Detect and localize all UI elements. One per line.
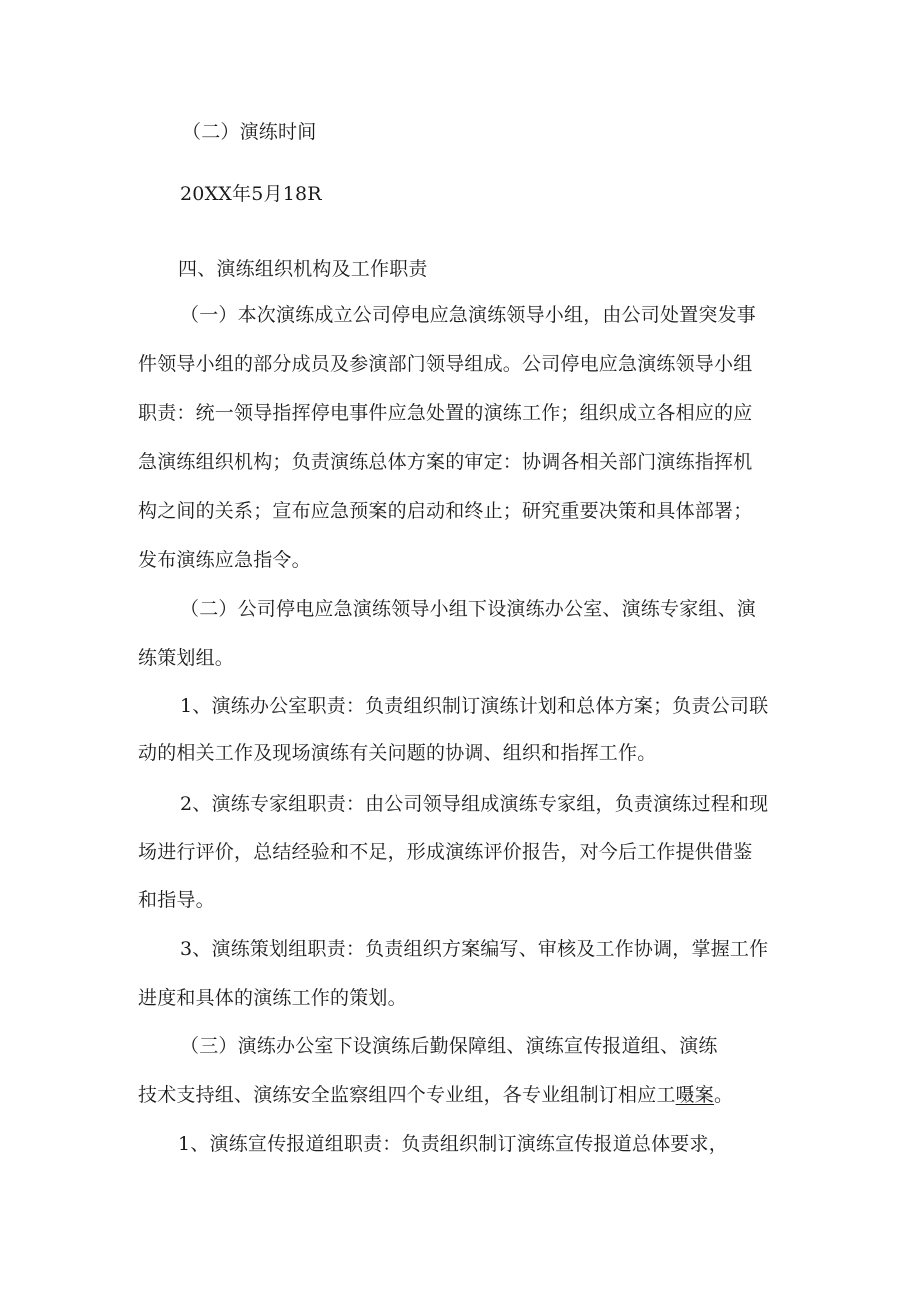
paragraph-line: 构之间的关系；宣布应急预案的启动和终止；研究重要决策和具体部署； bbox=[138, 500, 753, 522]
paragraph-line: 发布演练应急指令。 bbox=[138, 549, 311, 571]
paragraph-line: （一）本次演练成立公司停电应急演练领导小组，由公司处置突发事 bbox=[180, 304, 757, 326]
line-text: 技术支持组、演练安全监察组四个专业组，各专业组制订相应工 bbox=[138, 1084, 676, 1106]
paragraph-line: 和指导。 bbox=[138, 889, 215, 911]
paragraph-line: 1、演练宣传报道组职责：负责组织制订演练宣传报道总体要求， bbox=[178, 1133, 728, 1155]
paragraph-line: 练策划组。 bbox=[138, 647, 235, 669]
section-heading: （二）演练时间 bbox=[182, 121, 317, 143]
paragraph-line: 职责：统一领导指挥停电事件应急处置的演练工作；组织成立各相应的应 bbox=[138, 402, 753, 424]
paragraph-line: 进度和具体的演练工作的策划。 bbox=[138, 987, 407, 1009]
paragraph-line: 动的相关工作及现场演练有关问题的协调、组织和指挥工作。 bbox=[138, 742, 657, 764]
paragraph-line: 件领导小组的部分成员及参演部门领导组成。公司停电应急演练领导小组 bbox=[138, 353, 753, 375]
paragraph-line: 急演练组织机构；负责演练总体方案的审定：协调各相关部门演练指挥机 bbox=[138, 451, 753, 473]
paragraph-line bbox=[138, 1083, 733, 1107]
line-text: 。 bbox=[714, 1084, 734, 1106]
paragraph-line: 场进行评价，总结经验和不足，形成演练评价报告，对今后工作提供借鉴 bbox=[138, 841, 753, 863]
chapter-heading: 四、演练组织机构及工作职责 bbox=[178, 258, 428, 280]
paragraph-line: 2、演练专家组职责：由公司领导组成演练专家组，负责演练过程和现 bbox=[180, 793, 769, 815]
paragraph-line: 3、演练策划组职责：负责组织方案编写、审核及工作协调，掌握工作 bbox=[180, 938, 769, 960]
paragraph-line: （三）演练办公室下设演练后勤保障组、演练宣传报道组、演练 bbox=[180, 1035, 718, 1057]
paragraph-line: （二）公司停电应急演练领导小组下设演练办公室、演练专家组、演 bbox=[180, 598, 757, 620]
date-line: 20XX年5月18R bbox=[180, 183, 322, 205]
paragraph-line: 1、演练办公室职责：负责组织制订演练计划和总体方案；负责公司联 bbox=[180, 695, 769, 717]
underlined-text: 嗫案 bbox=[675, 1084, 715, 1106]
